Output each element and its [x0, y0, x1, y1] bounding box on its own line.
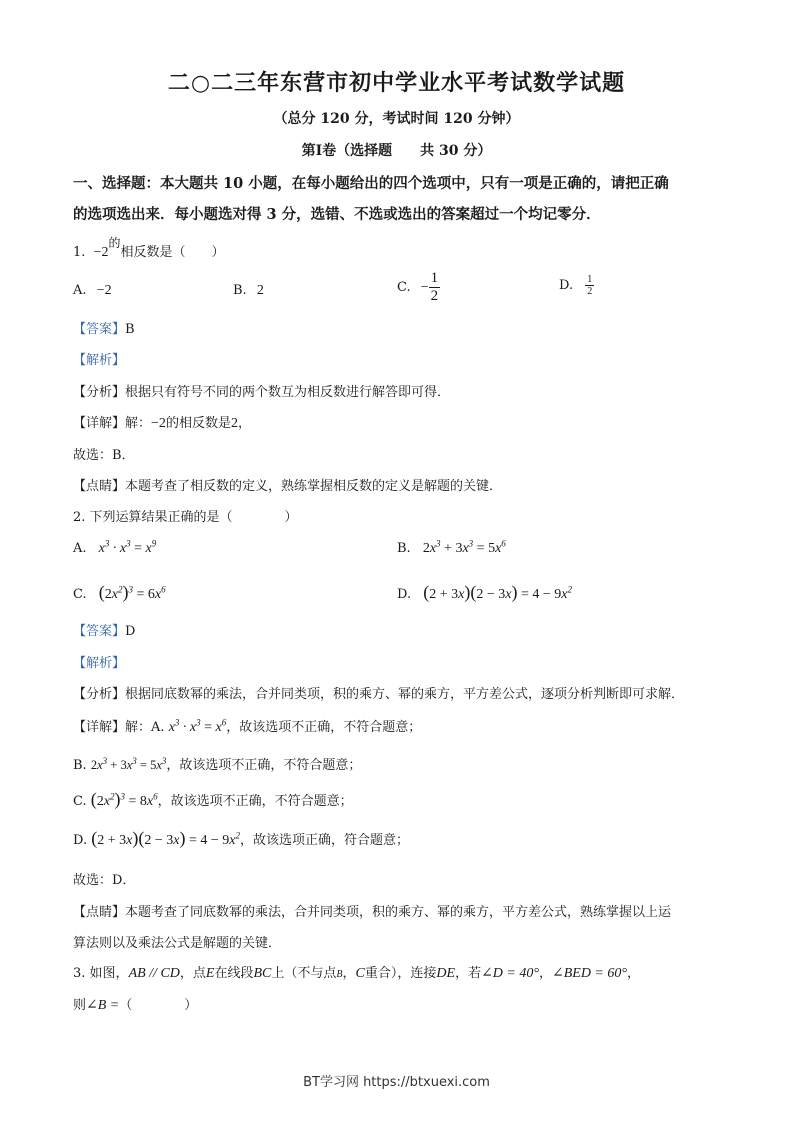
option-label: D.: [559, 278, 574, 293]
formula: $2x^3 + 3x^3 = 5x^6$: [422, 538, 506, 556]
math-expression: ∠BED = 60°: [551, 966, 627, 981]
q2-option-c: [73, 582, 166, 603]
xiangjie-prefix: 解：: [125, 416, 152, 431]
option-label: C.: [397, 280, 411, 295]
math-value: 2: [230, 416, 238, 431]
fenxi-text: 根据只有符号不同的两个数互为相反数进行解答即可得．: [125, 385, 451, 400]
comment: ，故该选项不正确，不符合题意；: [166, 758, 362, 773]
exam-title: 二○二三年东营市初中学业水平考试数学试题: [167, 70, 626, 96]
footer-watermark: BT学习网 https://btxuexi.com: [303, 1075, 490, 1090]
math-expression: ∠D = 40°: [481, 966, 539, 981]
option-label: C.: [73, 587, 87, 602]
q2-answer: [73, 620, 135, 639]
minus-sign: −: [420, 279, 429, 295]
q1-answer: [73, 318, 135, 337]
text: ，点: [179, 966, 206, 981]
dianjing-tag: 【点睛】: [73, 905, 126, 920]
formula: $x^3 \cdot x^3 = x^6$: [168, 717, 227, 735]
denominator: 2: [587, 286, 593, 297]
xiangjie-tag: 【详解】: [73, 720, 126, 735]
q2-dianjing-line1: [73, 901, 671, 920]
section-instructions-line1: 一、选择题：本大题共 10 小题，在每小题给出的四个选项中，只有一项是正确的，请把正确: [73, 175, 669, 192]
q2-jiexi-tag: 【解析】: [73, 656, 126, 671]
fenxi-text: 根据同底数幂的乘法，合并同类项，积的乘方、幂的乘方，平方差公式，逐项分析判断即可求解．: [125, 687, 685, 702]
math-expression: −2: [151, 416, 166, 431]
q1-xiangjie: [73, 412, 251, 432]
question-number: 2.: [73, 510, 86, 525]
question-2-stem: [73, 506, 298, 525]
option-label: A.: [73, 283, 87, 298]
q2-xiangjie-b: B. $2x^3 + 3x^3 = 5x^3$，故该选项不正确，不符合题意；: [73, 755, 362, 773]
math-expression: C: [355, 966, 365, 981]
option-label: B.: [233, 283, 247, 298]
fenxi-tag: 【分析】: [73, 385, 126, 400]
question-1-stem: [73, 235, 225, 261]
q2-xiangjie-c: C. $(2x^2)^3 = 8x^6$，故该选项不正确，不符合题意；: [73, 789, 353, 809]
fenxi-tag: 【分析】: [73, 687, 126, 702]
stem-text: 下列运算结果正确的是（ ）: [89, 510, 298, 525]
text: 如图，: [89, 966, 129, 981]
answer-value: D: [125, 624, 136, 639]
q2-guxuan: 故选：D．: [73, 873, 136, 888]
text: 在线段: [214, 966, 254, 981]
question-3-stem-line1: [73, 962, 640, 982]
math-expression: E: [205, 966, 215, 981]
part-heading: 第Ⅰ卷（选择题 共 30 分）: [301, 143, 492, 159]
numerator: 1: [430, 270, 439, 286]
text: ，: [538, 966, 552, 981]
comment: ，故该选项不正确，不符合题意；: [157, 794, 353, 809]
math-expression: B: [336, 969, 343, 980]
xiangjie-text: 的相反数是: [165, 416, 231, 431]
text: 重合），连接: [364, 966, 437, 981]
q2-option-d: [397, 582, 572, 603]
numerator: 1: [587, 274, 593, 285]
denominator: 2: [430, 288, 439, 304]
math-expression: AB // CD: [128, 966, 180, 981]
option-label: B.: [397, 541, 411, 556]
formula: $x^3 \cdot x^3 = x^9$: [98, 538, 157, 556]
option-value: −2: [96, 283, 112, 298]
q2-xiangjie-a: [73, 716, 421, 736]
q2-fenxi: [73, 683, 684, 702]
formula: $(2x^2)^3 = 8x^6$: [90, 789, 158, 809]
math-expression: BC: [253, 966, 272, 981]
fraction: [585, 274, 594, 297]
text: 则: [73, 998, 87, 1013]
question-number: 3.: [73, 966, 86, 981]
text: ，若: [455, 966, 482, 981]
q1-option-d: [559, 274, 594, 297]
q2-xiangjie-d: D. $(2 + 3x)(2 - 3x) = 4 - 9x^2$，故该选项正确，符合题意；: [73, 828, 410, 848]
dianjing-text: 本题考查了相反数的定义，熟练掌握相反数的定义是解题的关键．: [125, 479, 503, 494]
q1-option-c: [397, 270, 440, 305]
option-label: D.: [397, 587, 412, 602]
formula: $2x^3 + 3x^3 = 5x^3$: [90, 755, 167, 772]
answer-value: B: [125, 322, 135, 337]
option-value: 2: [256, 283, 264, 298]
q1-option-b: [233, 283, 264, 299]
math-expression: ∠B =: [86, 998, 120, 1013]
xiangjie-prefix: 解：A.: [125, 720, 165, 735]
q1-guxuan: 故选：B．: [73, 448, 135, 463]
text: （ ）: [119, 998, 198, 1013]
section-instructions-line2: 的选项选出来．每小题选对得 3 分，选错、不选或选出的答案超过一个均记零分．: [73, 206, 601, 223]
formula: $(2 + 3x)(2 - 3x) = 4 - 9x^2$: [91, 828, 240, 848]
xiangjie-tag: 【详解】: [73, 416, 126, 431]
math-expression: −2: [93, 245, 109, 260]
formula: $(2x^2)^3 = 6x^6$: [98, 582, 166, 602]
q1-fenxi: [73, 381, 450, 400]
comment: ，故该选项正确，符合题意；: [240, 833, 410, 848]
q2-dianjing-line2: 算法则以及乘法公式是解题的关键．: [73, 936, 282, 951]
stem-text: 相反数是（ ）: [120, 245, 225, 260]
q1-option-a: [73, 283, 112, 299]
option-label: A.: [73, 541, 87, 556]
question-3-stem-line2: [73, 994, 197, 1014]
answer-tag: 【答案】: [73, 624, 126, 639]
dianjing-tag: 【点睛】: [73, 479, 126, 494]
punct: ，: [237, 416, 251, 431]
q2-option-b: [397, 538, 506, 557]
math-expression: DE: [436, 966, 456, 981]
dianjing-text: 本题考查了同底数幂的乘法，合并同类项，积的乘方、幂的乘方，平方差公式，熟练掌握以上运: [125, 905, 672, 920]
q1-jiexi-tag: 【解析】: [73, 353, 126, 368]
answer-tag: 【答案】: [73, 322, 126, 337]
fraction: [429, 270, 441, 305]
text: ，: [626, 966, 640, 981]
q1-dianjing: [73, 475, 502, 494]
question-number: 1.: [73, 245, 86, 260]
text: ，: [342, 966, 356, 981]
de-char: 的: [108, 235, 121, 250]
exam-subtitle: （总分 120 分，考试时间 120 分钟）: [273, 111, 520, 127]
comment: ，故该选项不正确，不符合题意；: [226, 720, 422, 735]
formula: $(2 + 3x)(2 - 3x) = 4 - 9x^2$: [423, 582, 572, 602]
q2-option-a: [73, 538, 157, 557]
text: 上（不与点: [271, 966, 337, 981]
